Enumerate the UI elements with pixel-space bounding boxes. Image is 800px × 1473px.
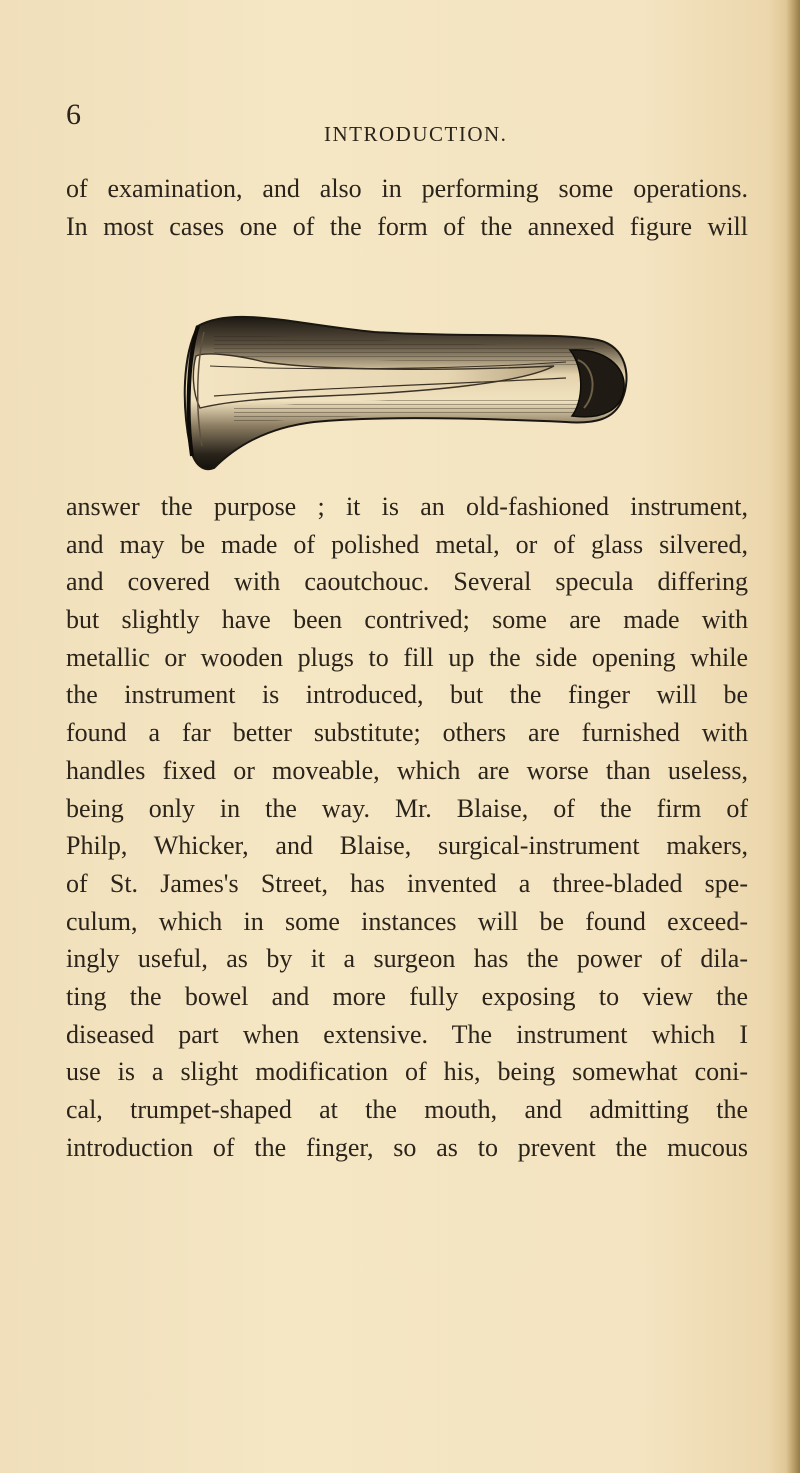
text-line: being only in the way. Mr. Blaise, of the firm of bbox=[66, 793, 748, 823]
text-line: ting the bowel and more fully exposing to view the bbox=[66, 981, 748, 1011]
paragraph-before-figure bbox=[66, 170, 748, 245]
running-head: INTRODUCTION. bbox=[324, 122, 508, 146]
speculum-figure bbox=[174, 296, 634, 472]
text-line: the instrument is introduced, but the finger will be bbox=[66, 680, 748, 710]
text-line: In most cases one of the form of the annexed figure will bbox=[66, 211, 748, 241]
page-edge-shadow bbox=[786, 0, 800, 1473]
text-line: diseased part when extensive. The instrument which I bbox=[66, 1019, 748, 1049]
text-line: of St. James's Street, has invented a three-bladed spe- bbox=[66, 868, 748, 898]
paragraph-after-figure bbox=[66, 488, 748, 1166]
text-line: and covered with caoutchouc. Several specula differing bbox=[66, 567, 748, 597]
text-line: ingly useful, as by it a surgeon has the power of dila- bbox=[66, 944, 748, 974]
text-line: and may be made of polished metal, or of glass silvered, bbox=[66, 529, 748, 559]
text-line: found a far better substitute; others are furnished with bbox=[66, 718, 748, 748]
text-line: metallic or wooden plugs to fill up the side opening while bbox=[66, 642, 748, 672]
text-line: use is a slight modification of his, being somewhat coni- bbox=[66, 1057, 748, 1087]
text-line: of examination, and also in performing some operations. bbox=[66, 174, 748, 203]
page-number: 6 bbox=[66, 98, 81, 131]
text-line: Philp, Whicker, and Blaise, surgical-instrument makers, bbox=[66, 831, 748, 861]
text-line: cal, trumpet-shaped at the mouth, and admitting the bbox=[66, 1095, 748, 1124]
text-line: culum, which in some instances will be found exceed- bbox=[66, 906, 748, 936]
text-line: answer the purpose ; it is an old-fashioned instrument, bbox=[66, 492, 748, 521]
text-line: but slightly have been contrived; some are made with bbox=[66, 605, 748, 635]
text-line: handles fixed or moveable, which are worse than useless, bbox=[66, 755, 748, 785]
text-line: introduction of the finger, so as to prevent the mucous bbox=[66, 1132, 748, 1162]
